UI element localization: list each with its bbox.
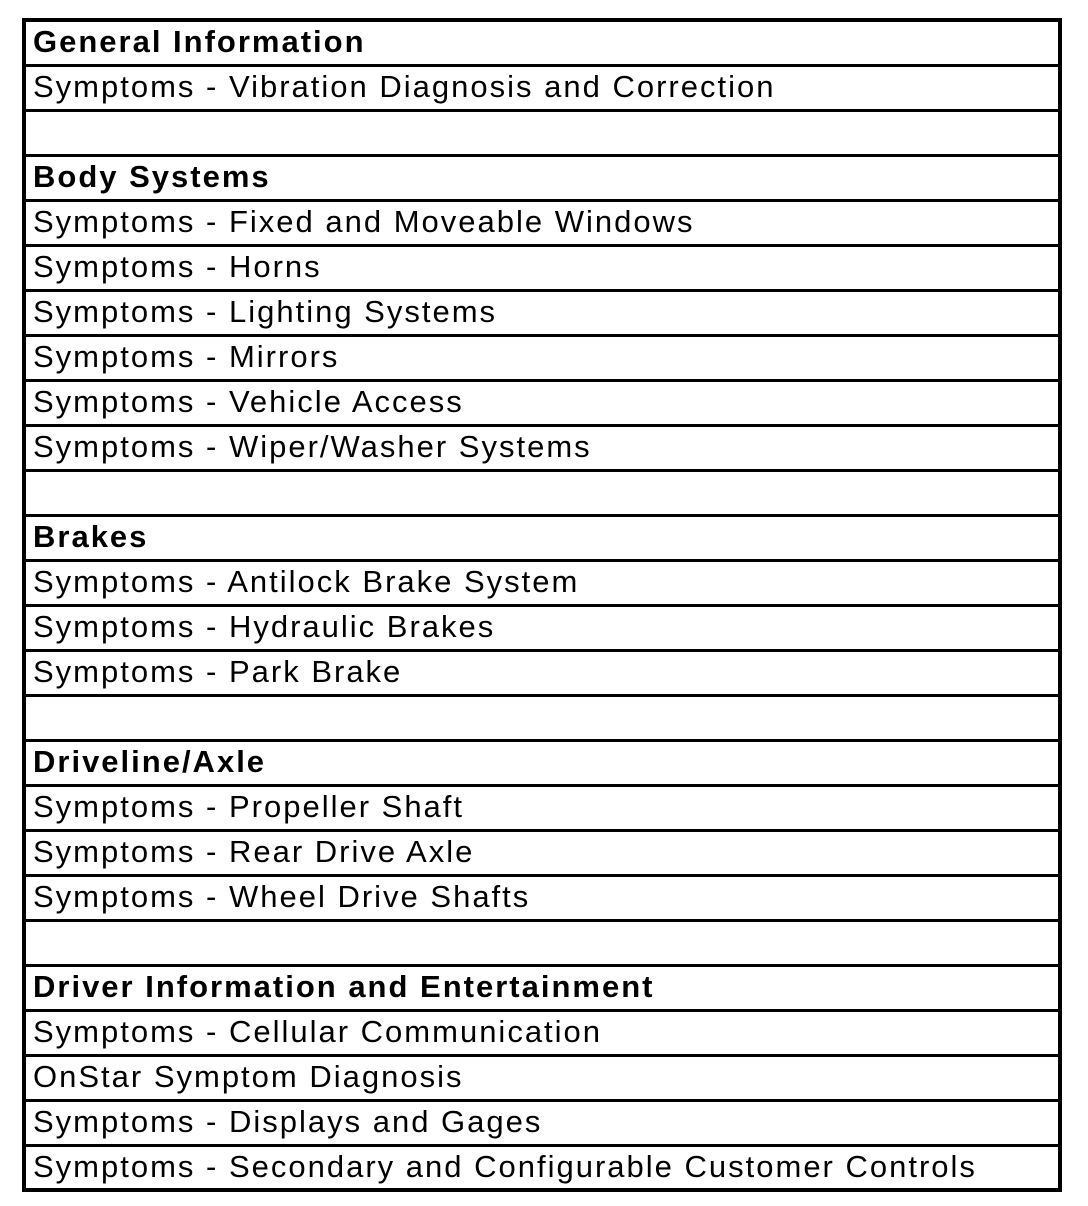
section-header-cell: Body Systems [24,155,1060,200]
symptom-row [24,245,1060,290]
symptom-row [24,65,1060,110]
symptom-cell: Symptoms - Horns [24,245,1060,290]
symptom-row [24,875,1060,920]
symptom-cell: Symptoms - Fixed and Moveable Windows [24,200,1060,245]
spacer-cell [24,695,1060,740]
symptom-cell: Symptoms - Rear Drive Axle [24,830,1060,875]
spacer-cell [24,470,1060,515]
section-header-row [24,155,1060,200]
section-header-row [24,965,1060,1010]
symptom-cell: OnStar Symptom Diagnosis [24,1055,1060,1100]
symptom-row [24,1010,1060,1055]
symptom-row [24,830,1060,875]
symptom-row [24,785,1060,830]
spacer-row [24,695,1060,740]
symptom-row [24,290,1060,335]
symptom-cell: Symptoms - Vibration Diagnosis and Correction [24,65,1060,110]
symptom-cell: Symptoms - Vehicle Access [24,380,1060,425]
spacer-row [24,110,1060,155]
symptom-cell: Symptoms - Antilock Brake System [24,560,1060,605]
symptom-row [24,1100,1060,1145]
symptom-cell: Symptoms - Park Brake [24,650,1060,695]
symptom-row [24,1055,1060,1100]
section-header-row [24,20,1060,65]
spacer-row [24,920,1060,965]
section-header-cell: Driver Information and Entertainment [24,965,1060,1010]
symptom-index-table [22,18,1062,1192]
spacer-row [24,470,1060,515]
symptom-cell: Symptoms - Wheel Drive Shafts [24,875,1060,920]
symptom-row [24,200,1060,245]
spacer-cell [24,110,1060,155]
symptom-table [22,18,1062,1192]
symptom-cell: Symptoms - Propeller Shaft [24,785,1060,830]
section-header-cell: General Information [24,20,1060,65]
section-header-cell: Brakes [24,515,1060,560]
symptom-cell: Symptoms - Secondary and Configurable Customer Controls [24,1145,1060,1190]
symptom-row [24,335,1060,380]
section-header-cell: Driveline/Axle [24,740,1060,785]
symptom-cell: Symptoms - Wiper/Washer Systems [24,425,1060,470]
symptom-row [24,605,1060,650]
symptom-row [24,425,1060,470]
symptom-cell: Symptoms - Hydraulic Brakes [24,605,1060,650]
section-header-row [24,740,1060,785]
symptom-row [24,380,1060,425]
symptom-row [24,650,1060,695]
symptom-cell: Symptoms - Displays and Gages [24,1100,1060,1145]
symptom-cell: Symptoms - Mirrors [24,335,1060,380]
section-header-row [24,515,1060,560]
spacer-cell [24,920,1060,965]
symptom-row [24,560,1060,605]
symptom-row [24,1145,1060,1190]
symptom-cell: Symptoms - Lighting Systems [24,290,1060,335]
symptom-cell: Symptoms - Cellular Communication [24,1010,1060,1055]
